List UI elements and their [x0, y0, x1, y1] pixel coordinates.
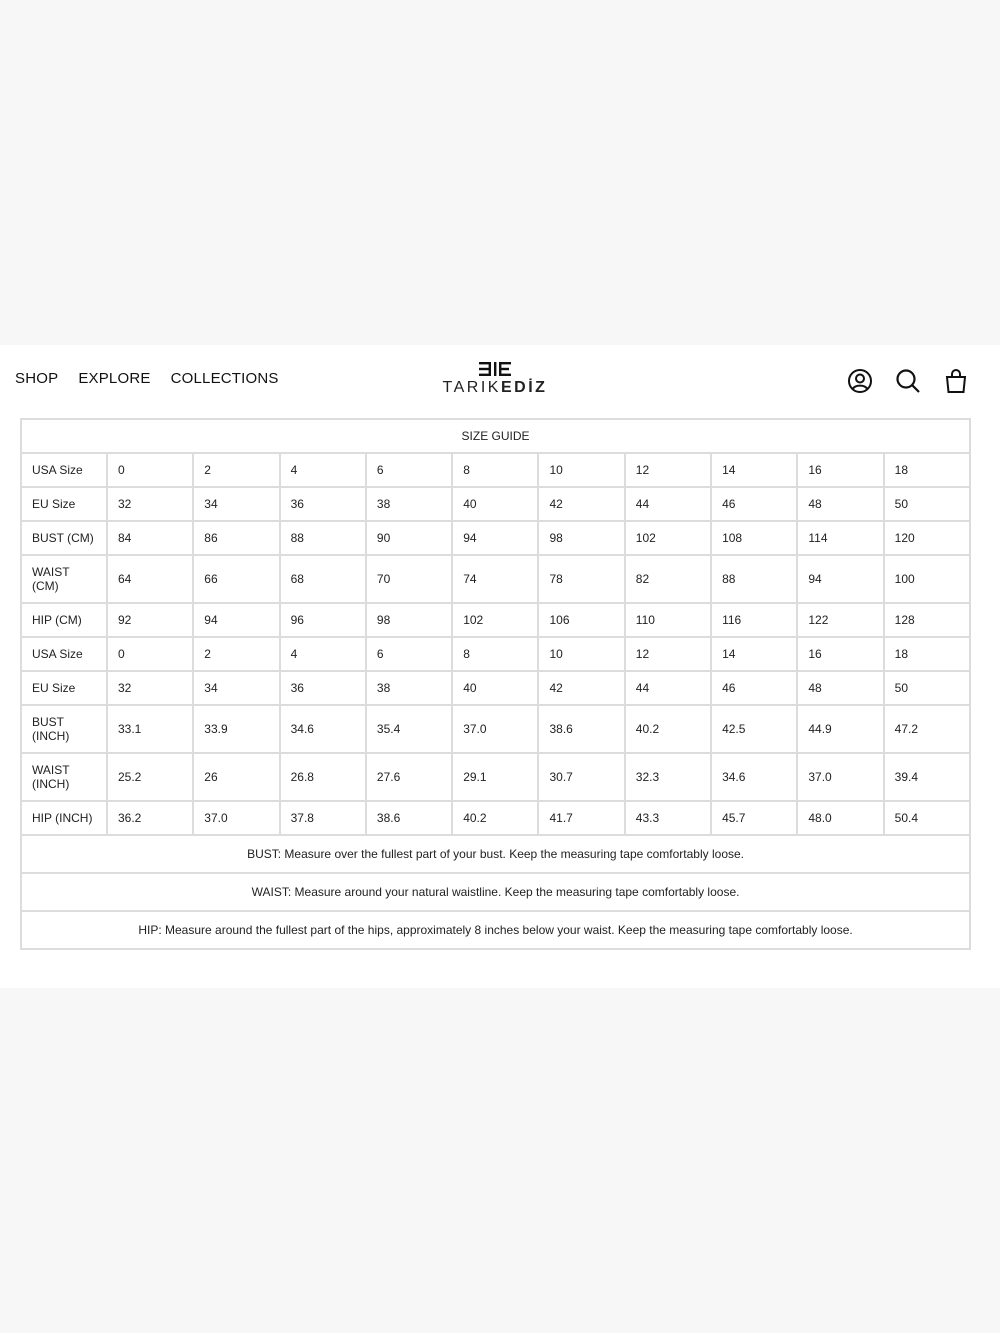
site-header — [0, 345, 1000, 417]
measurement-note: WAIST: Measure around your natural waistline. Keep the measuring tape comfortably loose. — [21, 873, 970, 911]
search-icon[interactable] — [894, 367, 922, 395]
row-label: BUST (CM) — [21, 521, 107, 555]
header-icons — [846, 367, 970, 395]
table-cell: 37.0 — [193, 801, 279, 835]
table-cell: 38.6 — [538, 705, 624, 753]
table-cell: 10 — [538, 453, 624, 487]
table-cell: 41.7 — [538, 801, 624, 835]
table-row — [21, 753, 970, 801]
table-cell: 120 — [884, 521, 970, 555]
table-cell: 32 — [107, 487, 193, 521]
table-cell: 106 — [538, 603, 624, 637]
table-row — [21, 521, 970, 555]
table-cell: 4 — [280, 453, 366, 487]
table-cell: 122 — [797, 603, 883, 637]
table-cell: 92 — [107, 603, 193, 637]
table-cell: 26 — [193, 753, 279, 801]
table-cell: 38 — [366, 487, 452, 521]
table-cell: 44.9 — [797, 705, 883, 753]
table-cell: 86 — [193, 521, 279, 555]
table-cell: 96 — [280, 603, 366, 637]
table-cell: 26.8 — [280, 753, 366, 801]
brand-name — [440, 379, 550, 397]
table-cell: 10 — [538, 637, 624, 671]
table-cell: 40 — [452, 487, 538, 521]
table-cell: 2 — [193, 637, 279, 671]
logo-mark-icon — [477, 361, 513, 377]
note-row — [21, 873, 970, 911]
table-row — [21, 487, 970, 521]
table-cell: 14 — [711, 453, 797, 487]
table-cell: 34.6 — [711, 753, 797, 801]
top-blank-area — [0, 0, 1000, 345]
table-cell: 78 — [538, 555, 624, 603]
table-cell: 2 — [193, 453, 279, 487]
table-cell: 40.2 — [452, 801, 538, 835]
brand-name-bold: EDİZ — [500, 379, 548, 396]
table-cell: 45.7 — [711, 801, 797, 835]
table-cell: 42.5 — [711, 705, 797, 753]
table-cell: 33.1 — [107, 705, 193, 753]
table-cell: 35.4 — [366, 705, 452, 753]
table-cell: 44 — [625, 671, 711, 705]
table-cell: 42 — [538, 671, 624, 705]
table-cell: 27.6 — [366, 753, 452, 801]
row-label: EU Size — [21, 487, 107, 521]
table-cell: 84 — [107, 521, 193, 555]
table-cell: 38.6 — [366, 801, 452, 835]
table-cell: 32 — [107, 671, 193, 705]
size-guide-table — [20, 418, 969, 950]
table-cell: 37.0 — [452, 705, 538, 753]
table-cell: 40.2 — [625, 705, 711, 753]
table-cell: 18 — [884, 637, 970, 671]
table-cell: 6 — [366, 453, 452, 487]
measurement-note: HIP: Measure around the fullest part of the hips, approximately 8 inches below your waist. Keep the measuring tape comfortably loose. — [21, 911, 970, 949]
table-cell: 8 — [452, 637, 538, 671]
cart-icon[interactable] — [942, 367, 970, 395]
table-cell: 36 — [280, 487, 366, 521]
table-cell: 90 — [366, 521, 452, 555]
size-guide-title: SIZE GUIDE — [21, 419, 970, 453]
table-cell: 48 — [797, 671, 883, 705]
table-cell: 94 — [797, 555, 883, 603]
row-label: WAIST (INCH) — [21, 753, 107, 801]
table-cell: 50 — [884, 671, 970, 705]
table-cell: 100 — [884, 555, 970, 603]
row-label: HIP (CM) — [21, 603, 107, 637]
table-cell: 18 — [884, 453, 970, 487]
row-label: WAIST (CM) — [21, 555, 107, 603]
table-row — [21, 637, 970, 671]
table-cell: 74 — [452, 555, 538, 603]
table-cell: 98 — [538, 521, 624, 555]
table-cell: 98 — [366, 603, 452, 637]
table-cell: 94 — [193, 603, 279, 637]
table-cell: 16 — [797, 453, 883, 487]
nav-collections[interactable]: COLLECTIONS — [170, 370, 279, 387]
table-cell: 66 — [193, 555, 279, 603]
table-cell: 30.7 — [538, 753, 624, 801]
table-cell: 40 — [452, 671, 538, 705]
table-cell: 88 — [711, 555, 797, 603]
table-cell: 12 — [625, 453, 711, 487]
table-cell: 68 — [280, 555, 366, 603]
table-cell: 46 — [711, 671, 797, 705]
table-cell: 34.6 — [280, 705, 366, 753]
table-cell: 108 — [711, 521, 797, 555]
table-row — [21, 671, 970, 705]
table-cell: 64 — [107, 555, 193, 603]
table-cell: 0 — [107, 637, 193, 671]
row-label: USA Size — [21, 453, 107, 487]
table-cell: 82 — [625, 555, 711, 603]
table-cell: 128 — [884, 603, 970, 637]
table-cell: 39.4 — [884, 753, 970, 801]
table-cell: 94 — [452, 521, 538, 555]
table-cell: 34 — [193, 671, 279, 705]
table-cell: 32.3 — [625, 753, 711, 801]
table-cell: 46 — [711, 487, 797, 521]
account-icon[interactable] — [846, 367, 874, 395]
note-row — [21, 835, 970, 873]
table-cell: 38 — [366, 671, 452, 705]
brand-name-light: TARIK — [442, 379, 501, 396]
row-label: EU Size — [21, 671, 107, 705]
table-cell: 14 — [711, 637, 797, 671]
table-cell: 16 — [797, 637, 883, 671]
table-cell: 29.1 — [452, 753, 538, 801]
table-cell: 33.9 — [193, 705, 279, 753]
table-cell: 34 — [193, 487, 279, 521]
table-cell: 50 — [884, 487, 970, 521]
table-cell: 48.0 — [797, 801, 883, 835]
table-cell: 48 — [797, 487, 883, 521]
table-cell: 43.3 — [625, 801, 711, 835]
table-cell: 102 — [452, 603, 538, 637]
table-cell: 36 — [280, 671, 366, 705]
table-cell: 8 — [452, 453, 538, 487]
table-row — [21, 705, 970, 753]
table-cell: 114 — [797, 521, 883, 555]
nav-explore[interactable]: EXPLORE — [78, 370, 151, 387]
table-cell: 44 — [625, 487, 711, 521]
table-cell: 110 — [625, 603, 711, 637]
row-label: HIP (INCH) — [21, 801, 107, 835]
table-cell: 37.0 — [797, 753, 883, 801]
table-cell: 70 — [366, 555, 452, 603]
brand-logo[interactable] — [440, 361, 550, 397]
table-cell: 0 — [107, 453, 193, 487]
page-content — [0, 345, 1000, 988]
table-row — [21, 603, 970, 637]
bottom-blank-area — [0, 988, 1000, 1333]
table-cell: 116 — [711, 603, 797, 637]
table-cell: 25.2 — [107, 753, 193, 801]
table-cell: 6 — [366, 637, 452, 671]
table-cell: 47.2 — [884, 705, 970, 753]
table-cell: 88 — [280, 521, 366, 555]
table-cell: 4 — [280, 637, 366, 671]
table-cell: 42 — [538, 487, 624, 521]
table-cell: 36.2 — [107, 801, 193, 835]
table-row — [21, 453, 970, 487]
row-label: USA Size — [21, 637, 107, 671]
main-nav — [15, 370, 279, 387]
measurement-note: BUST: Measure over the fullest part of your bust. Keep the measuring tape comfortably loose. — [21, 835, 970, 873]
table-cell: 37.8 — [280, 801, 366, 835]
note-row — [21, 911, 970, 949]
table-cell: 50.4 — [884, 801, 970, 835]
table-row — [21, 801, 970, 835]
table-cell: 102 — [625, 521, 711, 555]
nav-shop[interactable]: SHOP — [15, 370, 59, 387]
row-label: BUST (INCH) — [21, 705, 107, 753]
table-row — [21, 555, 970, 603]
table-cell: 12 — [625, 637, 711, 671]
